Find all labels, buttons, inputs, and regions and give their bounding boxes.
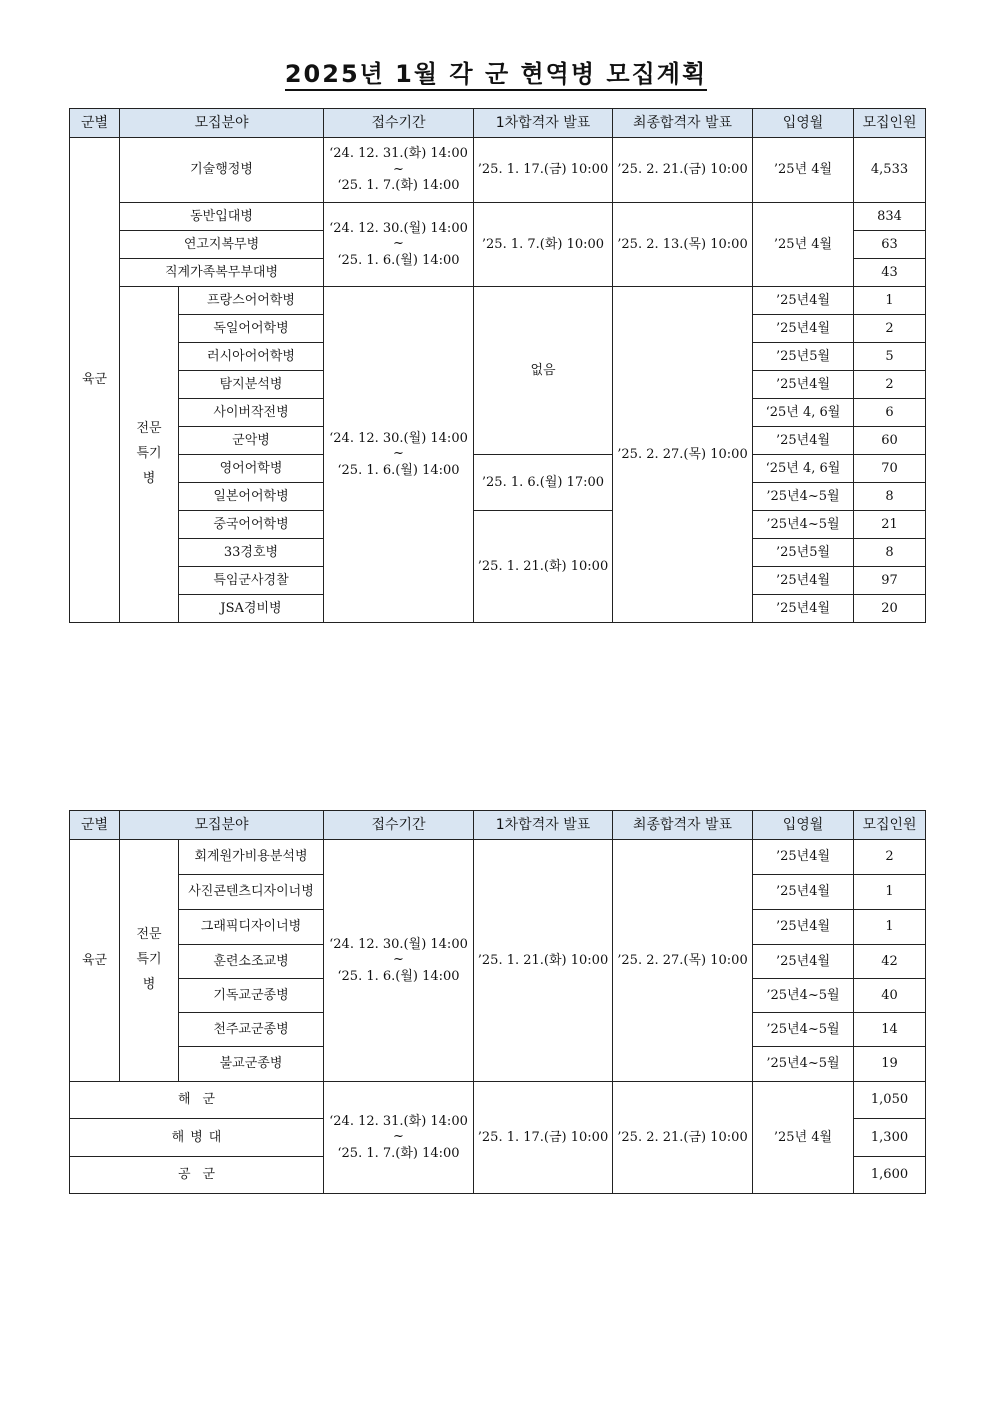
count-cell: 60	[854, 427, 926, 455]
count-cell: 8	[854, 483, 926, 511]
branch-marines: 해병대	[70, 1119, 324, 1157]
count-cell: 21	[854, 511, 926, 539]
table-row	[70, 203, 926, 231]
period-tilde: ~	[393, 952, 404, 968]
period-cell	[324, 287, 474, 623]
field-cell: 일본어어학병	[179, 483, 324, 511]
table-row	[70, 1082, 926, 1119]
enlist-cell: ’25년4월	[753, 427, 854, 455]
enlist-cell: ’25년4~5월	[753, 511, 854, 539]
period-start: ‘24. 12. 31.(화) 14:00	[329, 1113, 468, 1129]
count-cell: 1	[854, 910, 926, 945]
count-cell: 42	[854, 945, 926, 979]
field-cell: 군악병	[179, 427, 324, 455]
recruitment-table-2	[69, 810, 926, 1194]
table-row	[70, 455, 926, 483]
count-cell: 1,050	[854, 1082, 926, 1119]
field-cell: 특임군사경찰	[179, 567, 324, 595]
enlist-cell: ’25년4~5월	[753, 483, 854, 511]
final-cell: ’25. 2. 13.(목) 10:00	[613, 203, 753, 287]
header-final: 최종합격자 발표	[613, 811, 753, 840]
enlist-cell: ’25년 4월	[753, 203, 854, 287]
first-cell: ’25. 1. 21.(화) 10:00	[474, 511, 613, 623]
period-start: ‘24. 12. 30.(월) 14:00	[329, 936, 468, 952]
field-cell: 그래픽디자이너병	[179, 910, 324, 945]
enlist-cell: ’25년4월	[753, 287, 854, 315]
first-cell: ’25. 1. 7.(화) 10:00	[474, 203, 613, 287]
header-enlist: 입영월	[753, 109, 854, 138]
field-cell: JSA경비병	[179, 595, 324, 623]
count-cell: 5	[854, 343, 926, 371]
first-cell: ’25. 1. 17.(금) 10:00	[474, 1082, 613, 1194]
enlist-cell: ’25년4~5월	[753, 979, 854, 1013]
count-cell: 2	[854, 315, 926, 343]
recruitment-table-1	[69, 108, 926, 623]
header-branch: 군별	[70, 811, 120, 840]
period-cell	[324, 1082, 474, 1194]
first-cell: 없음	[474, 287, 613, 455]
table-row	[70, 287, 926, 315]
field-cell: 기독교군종병	[179, 979, 324, 1013]
period-start: ‘24. 12. 30.(월) 14:00	[329, 220, 468, 236]
final-cell: ’25. 2. 27.(목) 10:00	[613, 287, 753, 623]
enlist-cell: ’25년4월	[753, 567, 854, 595]
period-cell	[324, 138, 474, 203]
branch-airforce: 공군	[70, 1157, 324, 1194]
enlist-cell: ’25년5월	[753, 343, 854, 371]
first-cell: ’25. 1. 17.(금) 10:00	[474, 138, 613, 203]
field-cell: 33경호병	[179, 539, 324, 567]
enlist-cell: ’25년4월	[753, 840, 854, 875]
field-cell: 불교군종병	[179, 1047, 324, 1082]
header-field: 모집분야	[120, 109, 324, 138]
header-row	[70, 811, 926, 840]
count-cell: 1,300	[854, 1119, 926, 1157]
period-tilde: ~	[393, 446, 404, 462]
field-cell: 연고지복무병	[120, 231, 324, 259]
count-cell: 14	[854, 1013, 926, 1047]
field-cell: 회계원가비용분석병	[179, 840, 324, 875]
period-end: ‘25. 1. 6.(월) 14:00	[337, 462, 460, 478]
field-cell: 사진콘텐츠디자이너병	[179, 875, 324, 910]
count-cell: 2	[854, 840, 926, 875]
field-cell: 프랑스어어학병	[179, 287, 324, 315]
enlist-cell: ’25년4월	[753, 371, 854, 399]
count-cell: 63	[854, 231, 926, 259]
enlist-cell: ’25년4월	[753, 910, 854, 945]
field-cell: 직계가족복무부대병	[120, 259, 324, 287]
enlist-cell: ’25년 4월	[753, 1082, 854, 1194]
header-field: 모집분야	[120, 811, 324, 840]
period-end: ‘25. 1. 6.(월) 14:00	[337, 252, 460, 268]
enlist-cell: ’25년 4월	[753, 138, 854, 203]
header-first: 1차합격자 발표	[474, 811, 613, 840]
count-cell: 97	[854, 567, 926, 595]
count-cell: 4,533	[854, 138, 926, 203]
first-cell: ’25. 1. 6.(월) 17:00	[474, 455, 613, 511]
special-category	[120, 287, 179, 623]
field-cell: 훈련소조교병	[179, 945, 324, 979]
count-cell: 70	[854, 455, 926, 483]
period-tilde: ~	[393, 236, 404, 252]
field-cell: 사이버작전병	[179, 399, 324, 427]
period-end: ‘25. 1. 6.(월) 14:00	[337, 968, 460, 984]
count-cell: 1	[854, 875, 926, 910]
count-cell: 834	[854, 203, 926, 231]
header-period: 접수기간	[324, 109, 474, 138]
final-cell: ’25. 2. 21.(금) 10:00	[613, 138, 753, 203]
enlist-cell: ’25년4~5월	[753, 1013, 854, 1047]
enlist-cell: ‘25년 4, 6월	[753, 399, 854, 427]
enlist-cell: ’25년4월	[753, 945, 854, 979]
branch-navy: 해군	[70, 1082, 324, 1119]
count-cell: 1,600	[854, 1157, 926, 1194]
period-tilde: ~	[393, 1129, 404, 1145]
period-end: ‘25. 1. 7.(화) 14:00	[337, 1145, 460, 1161]
header-count: 모집인원	[854, 811, 926, 840]
field-cell: 동반입대병	[120, 203, 324, 231]
period-start: ‘24. 12. 31.(화) 14:00	[329, 146, 468, 162]
field-cell: 중국어어학병	[179, 511, 324, 539]
table-row	[70, 511, 926, 539]
period-start: ‘24. 12. 30.(월) 14:00	[329, 430, 468, 446]
enlist-cell: ’25년4월	[753, 875, 854, 910]
special-label: 전문특기병	[136, 927, 162, 992]
header-final: 최종합격자 발표	[613, 109, 753, 138]
special-label: 전문특기병	[136, 421, 162, 486]
enlist-cell: ’25년4월	[753, 315, 854, 343]
enlist-cell: ‘25년 4, 6월	[753, 455, 854, 483]
count-cell: 2	[854, 371, 926, 399]
header-enlist: 입영월	[753, 811, 854, 840]
table-row	[70, 840, 926, 875]
field-cell: 기술행정병	[120, 138, 324, 203]
header-count: 모집인원	[854, 109, 926, 138]
enlist-cell: ’25년5월	[753, 539, 854, 567]
period-tilde: ~	[393, 161, 404, 177]
field-cell: 독일어어학병	[179, 315, 324, 343]
period-cell	[324, 203, 474, 287]
table-row	[70, 138, 926, 203]
count-cell: 19	[854, 1047, 926, 1082]
page-title-text: 2025년 1월 각 군 현역병 모집계획	[285, 60, 707, 91]
branch-army: 육군	[70, 138, 120, 623]
enlist-cell: ’25년4~5월	[753, 1047, 854, 1082]
period-end: ‘25. 1. 7.(화) 14:00	[337, 178, 460, 194]
header-branch: 군별	[70, 109, 120, 138]
field-cell: 영어어학병	[179, 455, 324, 483]
period-cell	[324, 840, 474, 1082]
header-first: 1차합격자 발표	[474, 109, 613, 138]
field-cell: 천주교군종병	[179, 1013, 324, 1047]
field-cell: 러시아어어학병	[179, 343, 324, 371]
special-category	[120, 840, 179, 1082]
enlist-cell: ’25년4월	[753, 595, 854, 623]
count-cell: 8	[854, 539, 926, 567]
final-cell: ’25. 2. 27.(목) 10:00	[613, 840, 753, 1082]
count-cell: 40	[854, 979, 926, 1013]
count-cell: 20	[854, 595, 926, 623]
page-title	[0, 54, 992, 89]
count-cell: 1	[854, 287, 926, 315]
branch-army: 육군	[70, 840, 120, 1082]
header-row	[70, 109, 926, 138]
field-cell: 탐지분석병	[179, 371, 324, 399]
first-cell: ’25. 1. 21.(화) 10:00	[474, 840, 613, 1082]
count-cell: 43	[854, 259, 926, 287]
header-period: 접수기간	[324, 811, 474, 840]
count-cell: 6	[854, 399, 926, 427]
final-cell: ’25. 2. 21.(금) 10:00	[613, 1082, 753, 1194]
